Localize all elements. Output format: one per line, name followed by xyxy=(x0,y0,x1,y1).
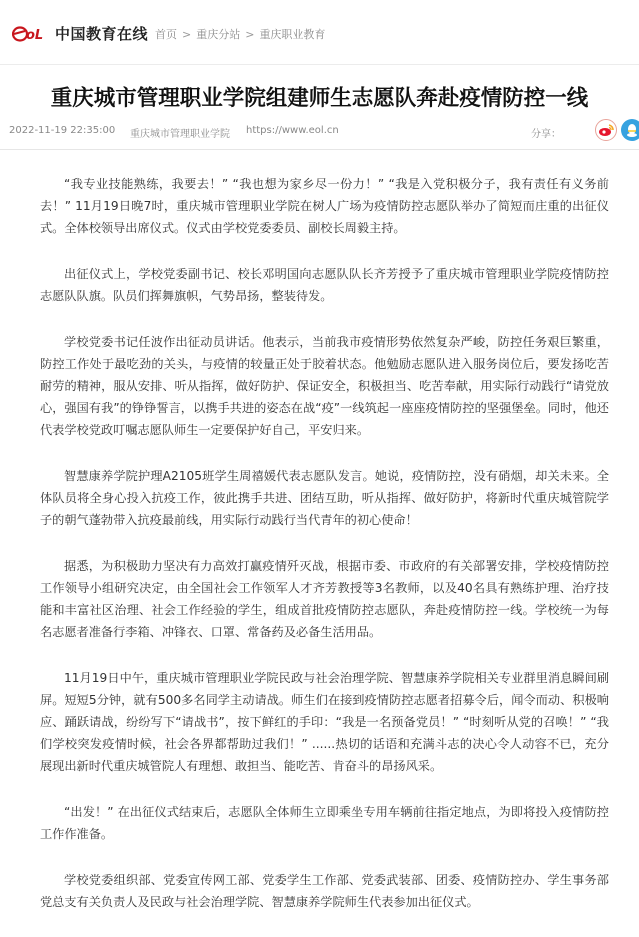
article-paragraph: 据悉，为积极助力坚决有力高效打赢疫情歼灭战，根据市委、市政府的有关部署安排，学校疫情防控工作领导小组研究决定，由全国社会工作领军人才齐芳教授等3名教师，以及40名具有熟练护理、治疗技能和丰富社区治理、社会工作经验的学生，组成首批疫情防控志愿队，奔赴疫情防控一线。学校统一为每名志愿者准备行李箱、冲锋衣、口罩、常备药及必备生活用品。 xyxy=(40,559,609,639)
article-paragraph: 学校党委组织部、党委宣传网工部、党委学生工作部、党委武装部、团委、疫情防控办、学生事务部党总支有关负责人及民政与社会治理学院、智慧康养学院师生代表参加出征仪式。 xyxy=(40,873,609,909)
breadcrumb-home[interactable]: 首页 xyxy=(155,28,177,41)
weibo-glyph xyxy=(596,120,616,140)
article-paragraph: “出发！” 在出征仪式结束后，志愿队全体师生立即乘坐专用车辆前往指定地点，为即将投入疫情防控工作作准备。 xyxy=(40,805,609,841)
breadcrumb xyxy=(155,26,325,42)
article-title: 重庆城市管理职业学院组建师生志愿队奔赴疫情防控一线 xyxy=(50,86,589,112)
header-divider xyxy=(0,149,639,150)
breadcrumb-separator: > xyxy=(182,27,192,41)
breadcrumb-separator: > xyxy=(245,27,255,41)
article-paragraph: 出征仪式上，学校党委副书记、校长邓明国向志愿队队长齐芳授予了重庆城市管理职业学院疫情防控志愿队队旗。队员们挥舞旗帜，气势昂扬，整装待发。 xyxy=(40,267,609,303)
qzone-glyph xyxy=(621,119,639,141)
article-source: 重庆城市管理职业学院 xyxy=(130,129,230,140)
article-body xyxy=(40,173,609,937)
svg-text:oL: oL xyxy=(26,28,44,43)
article-paragraph: 学校党委书记任波作出征动员讲话。他表示，当前我市疫情形势依然复杂严峻，防控任务艰巨繁重，防控工作处于最吃劲的关头，与疫情的较量正处于胶着状态。他勉励志愿队进入服务岗位后，要发扬吃苦耐劳的精神，服从安排、听从指挥，做好防护、保证安全，积极担当、吃苦奉献，用实际行动践行“请党放心，强国有我”的铮铮誓言，以携手共进的姿态在战“疫”一线筑起一座座疫情防控的坚强堡垒。同时，他还代表学校党政叮嘱志愿队师生一定要保护好自己，平安归来。 xyxy=(40,335,609,437)
article-meta xyxy=(0,114,639,148)
site-logo[interactable] xyxy=(12,20,148,46)
article-paragraph: “我专业技能熟练，我要去！” “我也想为家乡尽一份力！” “我是入党积极分子，我有责任有义务前去！” 11月19日晚7时，重庆城市管理职业学院在树人广场为疫情防控志愿队举办了简短而庄重的出征仪式。全体校领导出席仪式。仪式由学校党委委员、副校长周毅主持。 xyxy=(40,177,609,235)
breadcrumb-chongqing[interactable]: 重庆分站 xyxy=(196,28,241,41)
article-url[interactable]: https://www.eol.cn xyxy=(246,125,339,136)
site-header xyxy=(0,0,639,65)
publish-datetime: 2022-11-19 22:35:00 xyxy=(9,125,116,136)
article-paragraph: 智慧康养学院护理A2105班学生周禧媛代表志愿队发言。她说，疫情防控，没有硝烟，却关未来。全体队员将全身心投入抗疫工作，彼此携手共进、团结互助，听从指挥、做好防护，将新时代重庆城管院学子的朝气蓬勃带入抗疫最前线，用实际行动践行当代青年的初心使命！ xyxy=(40,469,609,527)
share-label: 分享： xyxy=(531,129,561,140)
breadcrumb-vocational[interactable]: 重庆职业教育 xyxy=(259,28,326,41)
article-paragraph: 11月19日中午，重庆城市管理职业学院民政与社会治理学院、智慧康养学院相关专业群里消息瞬间刷屏。短短5分钟，就有500多名同学主动请战。师生们在接到疫情防控志愿者招募令后，闻令而动、积极响应、踊跃请战，纷纷写下“请战书”，按下鲜红的手印：“我是一名预备党员！” “时刻听从党的召唤！” “我们学校突发疫情时候，社会各界都帮助过我们！” ......热切的话语和充满斗志的决心令人动容不已，充分展现出新时代重庆城管院人有理想、敢担当、能吃苦、肯奋斗的昂扬风采。 xyxy=(40,671,609,773)
eol-logo-icon xyxy=(12,22,52,44)
qzone-icon[interactable] xyxy=(621,119,639,141)
weibo-icon[interactable] xyxy=(595,119,617,141)
logo-text: 中国教育在线 xyxy=(55,24,149,43)
